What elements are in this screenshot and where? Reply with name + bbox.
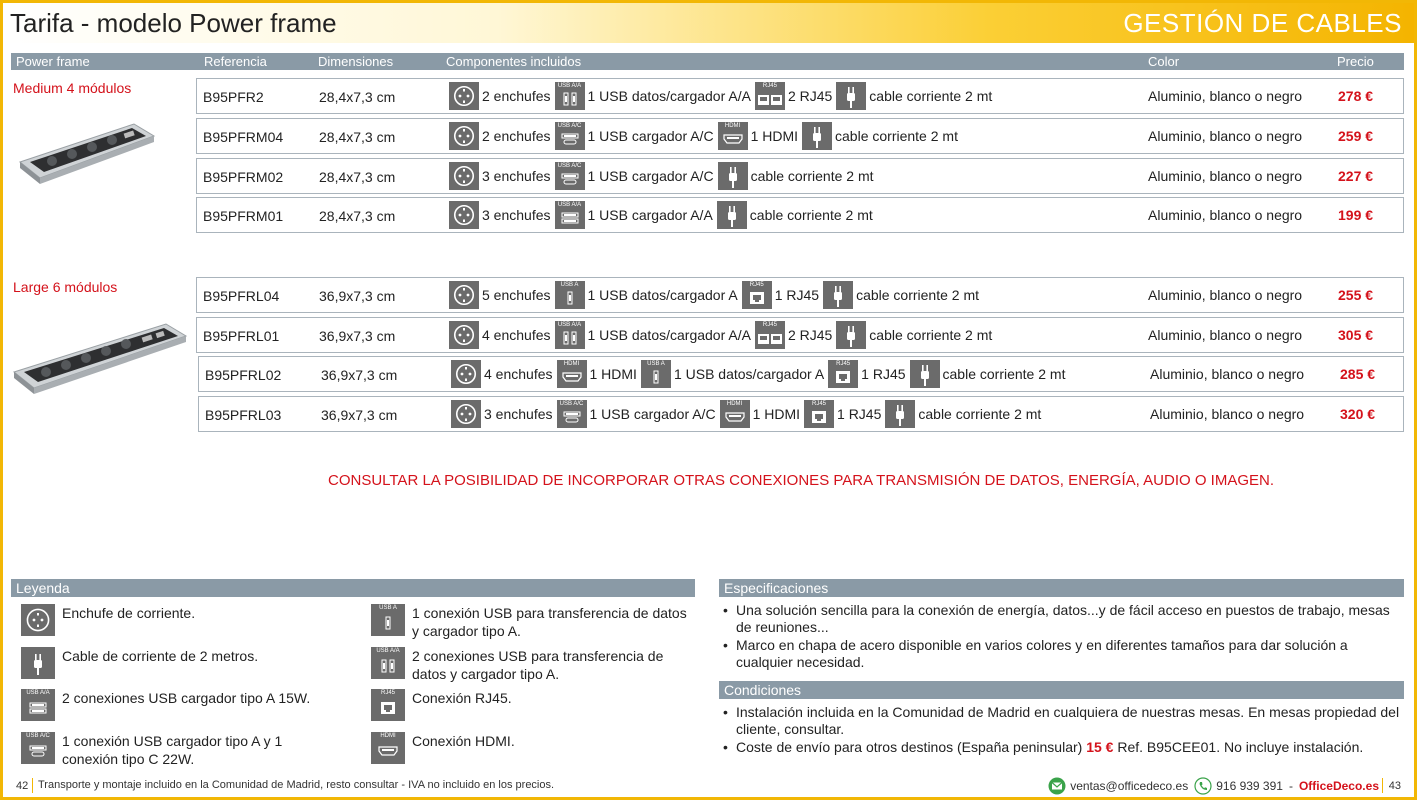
- color-cell: Aluminio, blanco o negro: [1148, 168, 1303, 184]
- condition-item: • Instalación incluida en la Comunidad de Madrid en cualquiera de nuestras mesas. En mesas propiedad del cliente, consultar.: [723, 704, 1403, 738]
- rj45-double-icon: [755, 321, 785, 349]
- usb-aa-charge-icon: [21, 689, 55, 721]
- rj45-icon: [371, 689, 405, 721]
- usb-ac-icon: [21, 732, 55, 764]
- icon-tag: USB A/C: [559, 401, 584, 407]
- component-text: 3 enchufes: [482, 207, 551, 223]
- conditions-header: Condiciones: [719, 681, 1404, 699]
- specs-list: [723, 602, 1403, 672]
- legend-item: [21, 647, 341, 685]
- icon-tag: USB A/A: [26, 690, 50, 696]
- group-label-medium: Medium 4 módulos: [13, 80, 132, 96]
- rj45-icon: [804, 400, 834, 428]
- footer-note: Transporte y montaje incluido en la Comunidad de Madrid, resto consultar - IVA no incluido en los precios.: [38, 779, 555, 791]
- table-row: [198, 396, 1404, 432]
- icon-tag: USB A/A: [376, 648, 400, 654]
- rj45-double-icon: [755, 82, 785, 110]
- components-cell: [449, 121, 962, 151]
- color-cell: Aluminio, blanco o negro: [1148, 128, 1303, 144]
- component-text: 4 enchufes: [482, 327, 551, 343]
- color-cell: Aluminio, blanco o negro: [1150, 406, 1305, 422]
- component-text: 3 enchufes: [482, 168, 551, 184]
- plug-icon: [836, 82, 866, 110]
- reference-cell: B95PFRM02: [203, 169, 284, 185]
- component-text: 1 USB cargador A/A: [587, 207, 713, 223]
- reference-cell: B95PFRL04: [203, 288, 280, 304]
- component-text: 2 enchufes: [482, 88, 551, 104]
- legend-item: [371, 732, 696, 770]
- icon-tag: USB A: [647, 361, 665, 367]
- table-row: [196, 197, 1404, 233]
- socket-icon: [451, 400, 481, 428]
- plug-icon: [802, 122, 832, 150]
- legend-item: [371, 647, 696, 685]
- color-cell: Aluminio, blanco o negro: [1148, 207, 1303, 223]
- dimensions-cell: 36,9x7,3 cm: [319, 328, 396, 344]
- component-text: cable corriente 2 mt: [942, 366, 1066, 382]
- specs-header: Especificaciones: [719, 579, 1404, 597]
- usb-aa-icon: [555, 321, 585, 349]
- icon-tag: RJ45: [812, 401, 827, 407]
- page-number-right: 43: [1388, 780, 1401, 792]
- components-cell: [449, 161, 878, 191]
- table-row: [196, 118, 1404, 154]
- legend-item: [21, 604, 341, 642]
- dimensions-cell: 28,4x7,3 cm: [319, 89, 396, 105]
- price-cell: 285 €: [1340, 366, 1376, 382]
- group-label-large: Large 6 módulos: [13, 279, 118, 295]
- component-text: 1 USB cargador A/C: [587, 128, 714, 144]
- table-row: [198, 356, 1404, 392]
- col-price: Precio: [1337, 54, 1374, 69]
- dimensions-cell: 36,9x7,3 cm: [319, 288, 396, 304]
- component-text: 1 USB datos/cargador A/A: [587, 88, 751, 104]
- component-text: 5 enchufes: [482, 287, 551, 303]
- table-row: [196, 277, 1404, 313]
- product-image-large: [10, 318, 188, 402]
- icon-tag: USB A/A: [557, 202, 582, 208]
- icon-tag: RJ45: [762, 83, 777, 89]
- component-text: 2 RJ45: [787, 327, 833, 343]
- component-text: 1 USB datos/cargador A/A: [587, 327, 751, 343]
- icon-tag: RJ45: [380, 690, 395, 696]
- conditions-list: [723, 704, 1403, 757]
- usb-ac-icon: [555, 162, 585, 190]
- condition-text-end: Ref. B95CEE01. No incluye instalación.: [1113, 739, 1364, 755]
- socket-icon: [449, 201, 479, 229]
- plug-icon: [823, 281, 853, 309]
- usb-a-icon: [555, 281, 585, 309]
- email-link[interactable]: ventas@officedeco.es: [1070, 779, 1189, 793]
- components-cell: [451, 359, 1069, 389]
- hdmi-icon: [371, 732, 405, 764]
- hdmi-icon: [718, 122, 748, 150]
- legend-text: 1 conexión USB cargador tipo A y 1 conexión tipo C 22W.: [62, 733, 283, 767]
- dimensions-cell: 36,9x7,3 cm: [321, 407, 398, 423]
- icon-tag: RJ45: [762, 322, 777, 328]
- consultation-note: CONSULTAR LA POSIBILIDAD DE INCORPORAR OTRAS CONEXIONES PARA TRANSMISIÓN DE DATOS, ENERGÍA, AUDIO O IMAGEN.: [327, 472, 1275, 489]
- component-text: 1 USB datos/cargador A: [587, 287, 738, 303]
- dimensions-cell: 28,4x7,3 cm: [319, 208, 396, 224]
- plug-icon: [836, 321, 866, 349]
- legend-text: 2 conexiones USB para transferencia de datos y cargador tipo A.: [412, 648, 664, 682]
- legend-item: [21, 732, 341, 770]
- plug-icon: [910, 360, 940, 388]
- reference-cell: B95PFRL01: [203, 328, 280, 344]
- rj45-icon: [742, 281, 772, 309]
- color-cell: Aluminio, blanco o negro: [1150, 366, 1305, 382]
- components-cell: [451, 399, 1045, 429]
- col-reference: Referencia: [204, 54, 267, 69]
- socket-icon: [451, 360, 481, 388]
- col-product: Power frame: [16, 54, 90, 69]
- reference-cell: B95PFRL02: [205, 367, 282, 383]
- icon-tag: USB A/A: [557, 322, 582, 328]
- legend-header: Leyenda: [11, 579, 695, 597]
- page-header: [3, 3, 1414, 43]
- legend-item: [371, 604, 696, 642]
- socket-icon: [449, 162, 479, 190]
- usb-ac-icon: [555, 122, 585, 150]
- dimensions-cell: 36,9x7,3 cm: [321, 367, 398, 383]
- legend-text: Conexión HDMI.: [412, 733, 515, 749]
- dimensions-cell: 28,4x7,3 cm: [319, 129, 396, 145]
- phone-number[interactable]: 916 939 391: [1216, 779, 1283, 793]
- footer-divider-right: [1382, 778, 1383, 793]
- dimensions-cell: 28,4x7,3 cm: [319, 169, 396, 185]
- icon-tag: HDMI: [563, 361, 580, 367]
- usb-aa-charge-icon: [555, 201, 585, 229]
- reference-cell: B95PFRM04: [203, 129, 284, 145]
- usb-a-icon: [641, 360, 671, 388]
- col-components: Componentes incluidos: [446, 54, 582, 69]
- hdmi-icon: [557, 360, 587, 388]
- page-footer: [0, 775, 1417, 797]
- icon-tag: HDMI: [380, 733, 396, 739]
- price-cell: 305 €: [1338, 327, 1374, 343]
- reference-cell: B95PFRM01: [203, 208, 284, 224]
- component-text: 1 HDMI: [752, 406, 801, 422]
- icon-tag: USB A/C: [26, 733, 50, 739]
- socket-icon: [449, 82, 479, 110]
- icon-tag: USB A/C: [557, 123, 582, 129]
- component-text: 2 enchufes: [482, 128, 551, 144]
- color-cell: Aluminio, blanco o negro: [1148, 88, 1303, 104]
- footer-dash: -: [1288, 779, 1293, 793]
- component-text: 1 USB cargador A/C: [589, 406, 716, 422]
- legend-text: 1 conexión USB para transferencia de datos y cargador tipo A.: [412, 605, 687, 639]
- brand-name[interactable]: OfficeDeco.es: [1298, 779, 1379, 793]
- component-text: 4 enchufes: [484, 366, 553, 382]
- reference-cell: B95PFRL03: [205, 407, 282, 423]
- icon-tag: USB A: [379, 605, 397, 611]
- rj45-icon: [828, 360, 858, 388]
- col-dimensions: Dimensiones: [318, 54, 394, 69]
- legend-item: [21, 689, 341, 727]
- table-row: [196, 158, 1404, 194]
- product-image-medium: [16, 118, 156, 190]
- components-cell: [449, 200, 877, 230]
- usb-a-icon: [371, 604, 405, 636]
- spec-item: • Marco en chapa de acero disponible en varios colores y en diferentes tamaños para dar solución a cualquier necesidad.: [723, 637, 1403, 671]
- component-text: cable corriente 2 mt: [835, 128, 958, 144]
- component-text: 2 RJ45: [787, 88, 833, 104]
- spec-item: • Una solución sencilla para la conexión de energía, datos...y de fácil acceso en puestos de trabajo, mesas de reuniones...: [723, 602, 1403, 636]
- socket-icon: [449, 281, 479, 309]
- component-text: 1 HDMI: [750, 128, 799, 144]
- component-text: cable corriente 2 mt: [869, 327, 993, 343]
- component-text: cable corriente 2 mt: [869, 88, 993, 104]
- footer-divider-left: [32, 778, 33, 793]
- socket-icon: [449, 321, 479, 349]
- usb-aa-icon: [371, 647, 405, 679]
- socket-icon: [449, 122, 479, 150]
- table-row: [196, 317, 1404, 353]
- components-cell: [449, 320, 996, 350]
- color-cell: Aluminio, blanco o negro: [1148, 287, 1303, 303]
- component-text: cable corriente 2 mt: [749, 207, 873, 223]
- icon-tag: RJ45: [749, 282, 764, 288]
- socket-icon: [21, 604, 55, 636]
- icon-tag: USB A/A: [557, 83, 582, 89]
- email-icon: [1048, 777, 1066, 795]
- legend-text: 2 conexiones USB cargador tipo A 15W.: [62, 690, 311, 706]
- component-text: 1 USB datos/cargador A: [673, 366, 825, 382]
- component-text: 3 enchufes: [484, 406, 553, 422]
- section-title: GESTIÓN DE CABLES: [1123, 8, 1402, 38]
- condition-item: [723, 739, 1403, 756]
- plug-icon: [718, 162, 748, 190]
- usb-ac-icon: [557, 400, 587, 428]
- page-title: Tarifa - modelo Power frame: [10, 8, 337, 38]
- component-text: 1 USB cargador A/C: [587, 168, 714, 184]
- phone-icon: [1194, 777, 1212, 795]
- col-color: Color: [1148, 54, 1180, 69]
- price-cell: 227 €: [1338, 168, 1374, 184]
- page-number-left: 42: [16, 780, 29, 792]
- condition-text: Coste de envío para otros destinos (España peninsular): [736, 739, 1087, 755]
- icon-tag: HDMI: [726, 401, 743, 407]
- component-text: cable corriente 2 mt: [856, 287, 980, 303]
- plug-icon: [717, 201, 747, 229]
- component-text: 1 RJ45: [861, 366, 906, 382]
- price-cell: 320 €: [1340, 406, 1376, 422]
- color-cell: Aluminio, blanco o negro: [1148, 327, 1303, 343]
- legend-text: Conexión RJ45.: [412, 690, 512, 706]
- component-text: 1 HDMI: [589, 366, 637, 382]
- shipping-price: 15 €: [1086, 739, 1114, 755]
- component-text: cable corriente 2 mt: [750, 168, 874, 184]
- price-cell: 255 €: [1338, 287, 1374, 303]
- legend-text: Cable de corriente de 2 metros.: [62, 648, 259, 664]
- plug-icon: [885, 400, 915, 428]
- icon-tag: RJ45: [836, 361, 851, 367]
- component-text: cable corriente 2 mt: [918, 406, 1042, 422]
- reference-cell: B95PFR2: [203, 89, 264, 105]
- components-cell: [449, 280, 983, 310]
- plug-icon: [21, 647, 55, 679]
- price-cell: 259 €: [1338, 128, 1374, 144]
- price-cell: 278 €: [1338, 88, 1374, 104]
- price-cell: 199 €: [1338, 207, 1374, 223]
- component-text: 1 RJ45: [837, 406, 882, 422]
- component-text: 1 RJ45: [774, 287, 820, 303]
- hdmi-icon: [720, 400, 750, 428]
- legend-item: [371, 689, 696, 727]
- table-row: [196, 78, 1404, 114]
- footer-contact: [1048, 777, 1379, 795]
- components-cell: [449, 81, 996, 111]
- usb-aa-icon: [555, 82, 585, 110]
- icon-tag: HDMI: [724, 123, 741, 129]
- legend-text: Enchufe de corriente.: [62, 605, 196, 621]
- table-header: [11, 53, 1404, 70]
- icon-tag: USB A: [560, 282, 579, 288]
- icon-tag: USB A/C: [557, 163, 582, 169]
